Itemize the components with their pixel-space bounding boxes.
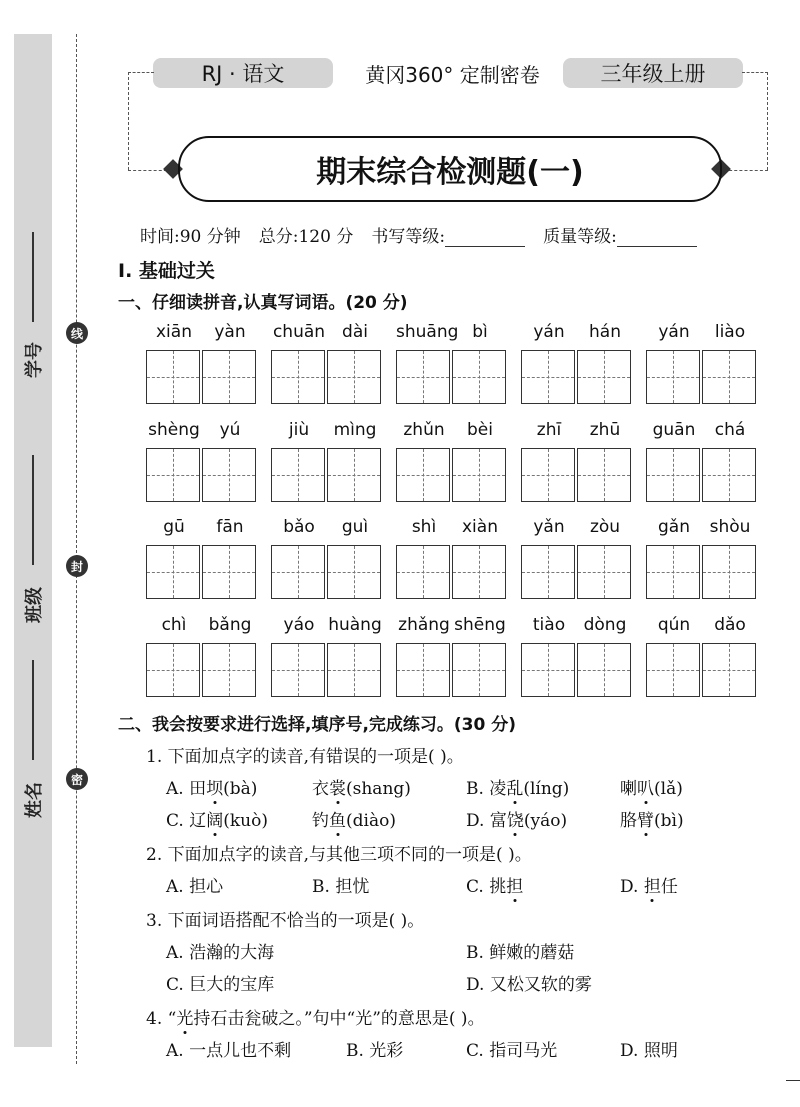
pinyin-syllable: bèi	[467, 420, 493, 440]
q4-option-c[interactable]: C. 指司马光	[466, 1041, 558, 1061]
writing-box[interactable]	[327, 643, 381, 697]
q3-option-c[interactable]: C. 巨大的宝库	[166, 975, 275, 995]
exam-title: 期末综合检测题(一)	[178, 136, 722, 202]
pinyin-syllable: dǎo	[714, 615, 746, 635]
pinyin-syllable: dài	[342, 322, 368, 342]
writing-box[interactable]	[327, 545, 381, 599]
pinyin-syllable: zhǔn	[403, 420, 445, 440]
q4-option-b[interactable]: B. 光彩	[346, 1041, 404, 1061]
q1-option-c2: 钓鱼(diào)	[312, 811, 396, 831]
writing-box[interactable]	[702, 448, 756, 502]
pinyin-syllable: mìng	[333, 420, 377, 440]
pinyin-syllable: guì	[341, 517, 369, 537]
pinyin-syllable: zhū	[589, 420, 621, 440]
subject-badge: RJ · 语文	[153, 58, 333, 88]
seal-secret: 密	[66, 768, 88, 790]
writing-grade-blank[interactable]	[445, 228, 525, 247]
q3-option-a[interactable]: A. 浩瀚的大海	[166, 943, 275, 963]
question-4: 4. “光持石击瓮破之。”句中“光”的意思是( )。	[146, 1009, 485, 1029]
pinyin-syllable: yán	[658, 322, 690, 342]
writing-box[interactable]	[521, 350, 575, 404]
class-label: 班级	[24, 587, 45, 623]
writing-box[interactable]	[396, 448, 450, 502]
writing-box[interactable]	[271, 545, 325, 599]
writing-box[interactable]	[646, 643, 700, 697]
pinyin-syllable: shòu	[709, 517, 751, 537]
q3-option-b[interactable]: B. 鲜嫩的蘑菇	[466, 943, 575, 963]
writing-box[interactable]	[202, 643, 256, 697]
pinyin-syllable: huàng	[328, 615, 382, 635]
pinyin-syllable: bì	[472, 322, 488, 342]
q3-option-d[interactable]: D. 又松又软的雾	[466, 975, 592, 995]
writing-box[interactable]	[146, 643, 200, 697]
writing-box[interactable]	[452, 448, 506, 502]
writing-box[interactable]	[452, 350, 506, 404]
cut-line	[76, 34, 77, 1064]
pinyin-syllable: bǎng	[208, 615, 252, 635]
writing-box[interactable]	[327, 448, 381, 502]
pinyin-syllable: jiù	[288, 420, 310, 440]
pinyin-syllable: zòu	[589, 517, 621, 537]
writing-box[interactable]	[521, 448, 575, 502]
seal-seal: 封	[66, 555, 88, 577]
q2-option-a[interactable]: A. 担心	[166, 877, 224, 897]
pinyin-syllable: shēng	[454, 615, 506, 635]
pinyin-syllable: yàn	[214, 322, 246, 342]
quality-grade: 质量等级:	[543, 222, 697, 247]
writing-box[interactable]	[271, 448, 325, 502]
q4-option-d[interactable]: D. 照明	[620, 1041, 678, 1061]
q1-option-c[interactable]: C. 辽阔(kuò)	[166, 811, 268, 831]
writing-box[interactable]	[452, 643, 506, 697]
pinyin-syllable: hán	[589, 322, 621, 342]
writing-box[interactable]	[202, 448, 256, 502]
writing-box[interactable]	[327, 350, 381, 404]
grade-badge: 三年级上册	[563, 58, 743, 88]
pinyin-syllable: tiào	[532, 615, 566, 635]
writing-grade: 书写等级:	[371, 222, 525, 247]
q1-option-d2: 胳臂(bì)	[620, 811, 684, 831]
question-2: 2. 下面加点字的读音,与其他三项不同的一项是( )。	[146, 845, 532, 865]
writing-box[interactable]	[202, 350, 256, 404]
student-id-blank	[32, 232, 34, 322]
writing-box[interactable]	[202, 545, 256, 599]
seal-line: 线	[66, 322, 88, 344]
pinyin-syllable: zhǎng	[398, 615, 450, 635]
pinyin-syllable: gū	[163, 517, 185, 537]
pinyin-syllable: gǎn	[658, 517, 690, 537]
dash-connector	[767, 72, 768, 170]
writing-box[interactable]	[396, 350, 450, 404]
writing-box[interactable]	[146, 448, 200, 502]
quality-grade-blank[interactable]	[617, 228, 697, 247]
writing-box[interactable]	[702, 545, 756, 599]
q1-option-d[interactable]: D. 富饶(yáo)	[466, 811, 568, 831]
dash-connector	[128, 72, 129, 170]
pinyin-syllable: dòng	[583, 615, 627, 635]
pinyin-syllable: yǎn	[533, 517, 565, 537]
student-id-label: 学号	[24, 342, 45, 378]
pinyin-syllable: qún	[657, 615, 691, 635]
q4-option-a[interactable]: A. 一点儿也不剩	[166, 1041, 292, 1061]
pinyin-syllable: xiān	[156, 322, 192, 342]
brand-title: 黄冈360° 定制密卷	[365, 62, 540, 87]
part2-heading: 二、我会按要求进行选择,填序号,完成练习。(30 分)	[118, 715, 517, 735]
writing-box[interactable]	[702, 350, 756, 404]
q1-option-a2: 衣裳(shang)	[312, 779, 411, 799]
q1-option-b[interactable]: B. 凌乱(líng)	[466, 779, 570, 799]
section-heading: Ⅰ. 基础过关	[118, 260, 215, 282]
question-3: 3. 下面词语搭配不恰当的一项是( )。	[146, 911, 425, 931]
pinyin-syllable: xiàn	[462, 517, 498, 537]
writing-box[interactable]	[271, 350, 325, 404]
writing-box[interactable]	[146, 350, 200, 404]
question-1: 1. 下面加点字的读音,有错误的一项是( )。	[146, 747, 464, 767]
pinyin-syllable: yáo	[283, 615, 315, 635]
pinyin-syllable: chì	[161, 615, 187, 635]
writing-box[interactable]	[577, 350, 631, 404]
pinyin-syllable: shuāng	[396, 322, 459, 342]
writing-box[interactable]	[702, 643, 756, 697]
q1-option-b2: 喇叭(lǎ)	[620, 779, 683, 799]
pinyin-syllable: shèng	[148, 420, 200, 440]
pinyin-syllable: guān	[652, 420, 696, 440]
writing-box[interactable]	[646, 545, 700, 599]
writing-box[interactable]	[146, 545, 200, 599]
writing-box[interactable]	[577, 643, 631, 697]
pinyin-syllable: yú	[219, 420, 241, 440]
writing-box[interactable]	[396, 643, 450, 697]
page-edge-mark	[786, 1080, 800, 1081]
q2-option-d[interactable]: D. 担任	[620, 877, 678, 897]
pinyin-syllable: fān	[216, 517, 244, 537]
pinyin-syllable: chuān	[272, 322, 326, 342]
pinyin-syllable: bǎo	[283, 517, 315, 537]
time-info: 时间:90 分钟	[140, 227, 241, 247]
writing-box[interactable]	[646, 448, 700, 502]
writing-box[interactable]	[521, 643, 575, 697]
q1-option-a[interactable]: A. 田坝(bà)	[166, 779, 258, 799]
writing-box[interactable]	[577, 448, 631, 502]
writing-box[interactable]	[452, 545, 506, 599]
exam-info	[140, 222, 760, 247]
writing-box[interactable]	[577, 545, 631, 599]
writing-box[interactable]	[271, 643, 325, 697]
dash-connector	[724, 170, 768, 171]
writing-box[interactable]	[521, 545, 575, 599]
q2-option-c[interactable]: C. 挑担	[466, 877, 524, 897]
dash-connector	[742, 72, 768, 73]
part1-heading: 一、仔细读拼音,认真写词语。(20 分)	[118, 293, 408, 313]
dash-connector	[128, 72, 154, 73]
q2-option-b[interactable]: B. 担忧	[312, 877, 370, 897]
pinyin-syllable: yán	[533, 322, 565, 342]
pinyin-syllable: chá	[714, 420, 746, 440]
pinyin-syllable: liào	[714, 322, 746, 342]
pinyin-syllable: zhī	[536, 420, 562, 440]
pinyin-syllable: shì	[411, 517, 437, 537]
score-info: 总分:120 分	[258, 227, 354, 247]
name-blank	[32, 660, 34, 760]
writing-box[interactable]	[396, 545, 450, 599]
writing-box[interactable]	[646, 350, 700, 404]
class-blank	[32, 455, 34, 565]
name-label: 姓名	[24, 782, 45, 818]
